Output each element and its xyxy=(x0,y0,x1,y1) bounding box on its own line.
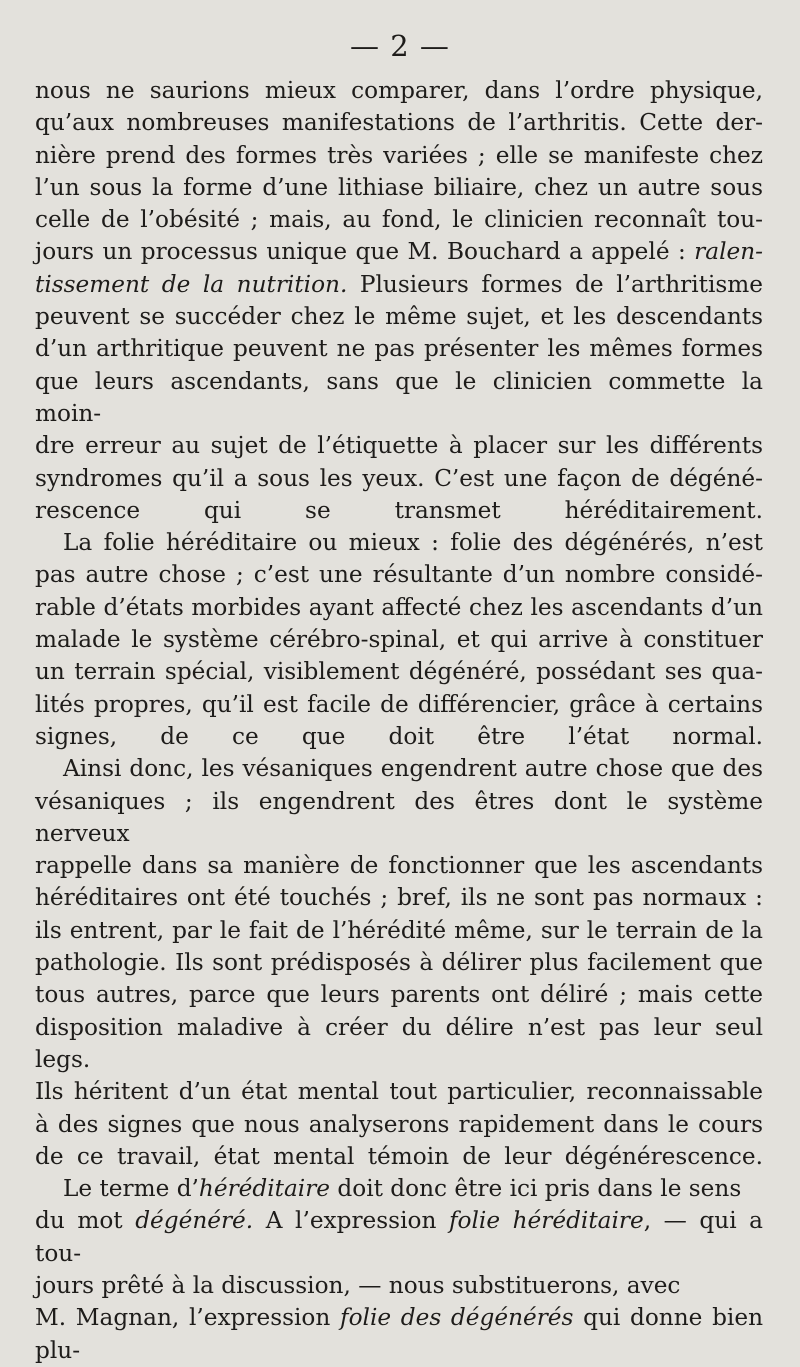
paragraph: Le terme d’héréditaire doit donc être ici pris dans le sens du mot dégénéré. A l’expression folie héréditaire, — qui a tou- jours prêté à la discussion, — nous substituerons, avec M. Magnan, l’expression folie des dégénérés qui donne bien plu- xyxy=(35,1175,763,1364)
italic-text: folie des dégénérés xyxy=(340,1304,574,1332)
italic-text: dégénéré. xyxy=(135,1207,254,1235)
italic-text: héréditaire xyxy=(198,1175,331,1203)
paragraph: nous ne saurions mieux comparer, dans l’ordre physique, qu’aux nombreuses manifestations de l’arthritis. Cette der- nière prend des formes très variées ; elle se manifeste chez l’un sous la forme d’une lithiase biliaire, chez un autre sous celle de l’obésité ; mais, au fond, le clinicien reconnaît tou- jours un processus unique que M. Bouchard a appelé : ralen- tissement de la nutrition. Plusieurs formes de l’arthritisme peuvent se succéder chez le même sujet, et les descendants d’un arthritique peuvent ne pas présenter les mêmes formes que leurs ascendants, sans que le clinicien commette la moin- dre erreur au sujet de l’étiquette à placer sur les différents syndromes qu’il a sous les yeux. C’est une façon de dégéné- rescence qui se transmet héréditairement. xyxy=(35,77,763,524)
italic-text: ralen- xyxy=(694,238,763,266)
italic-text: folie héréditaire xyxy=(448,1207,644,1235)
paragraph: La folie héréditaire ou mieux : folie des dégénérés, n’est pas autre chose ; c’est une résultante d’un nombre considé- rable d’états morbides ayant affecté chez les ascendants d’un malade le système cérébro-spinal, et qui arrive à constituer un terrain spécial, visiblement dégénéré, possédant ses qua- lités propres, qu’il est facile de différencier, grâce à certains signes, de ce que doit être l’état normal. xyxy=(35,529,763,750)
italic-text: tissement de la nutrition. xyxy=(35,270,348,298)
page-number: — 2 — xyxy=(350,29,450,63)
paragraph: Ainsi donc, les vésaniques engendrent autre chose que des vésaniques ; ils engendrent des êtres dont le système nerveux rappelle dans sa manière de fonctionner que les ascendants héréditaires ont été touchés ; bref, ils ne sont pas normaux : ils entrent, par le fait de l’hérédité même, sur le terrain de la pathologie. Ils sont prédisposés à délirer plus facilement que tous autres, parce que leurs parents ont déliré ; mais cette disposition maladive à créer du délire n’est pas leur seul legs. Ils héritent d’un état mental tout particulier, reconnaissable à des signes que nous analyserons rapidement dans le cours de ce travail, état mental témoin de leur dégénérescence. xyxy=(35,755,763,1170)
body-text xyxy=(35,75,763,1367)
